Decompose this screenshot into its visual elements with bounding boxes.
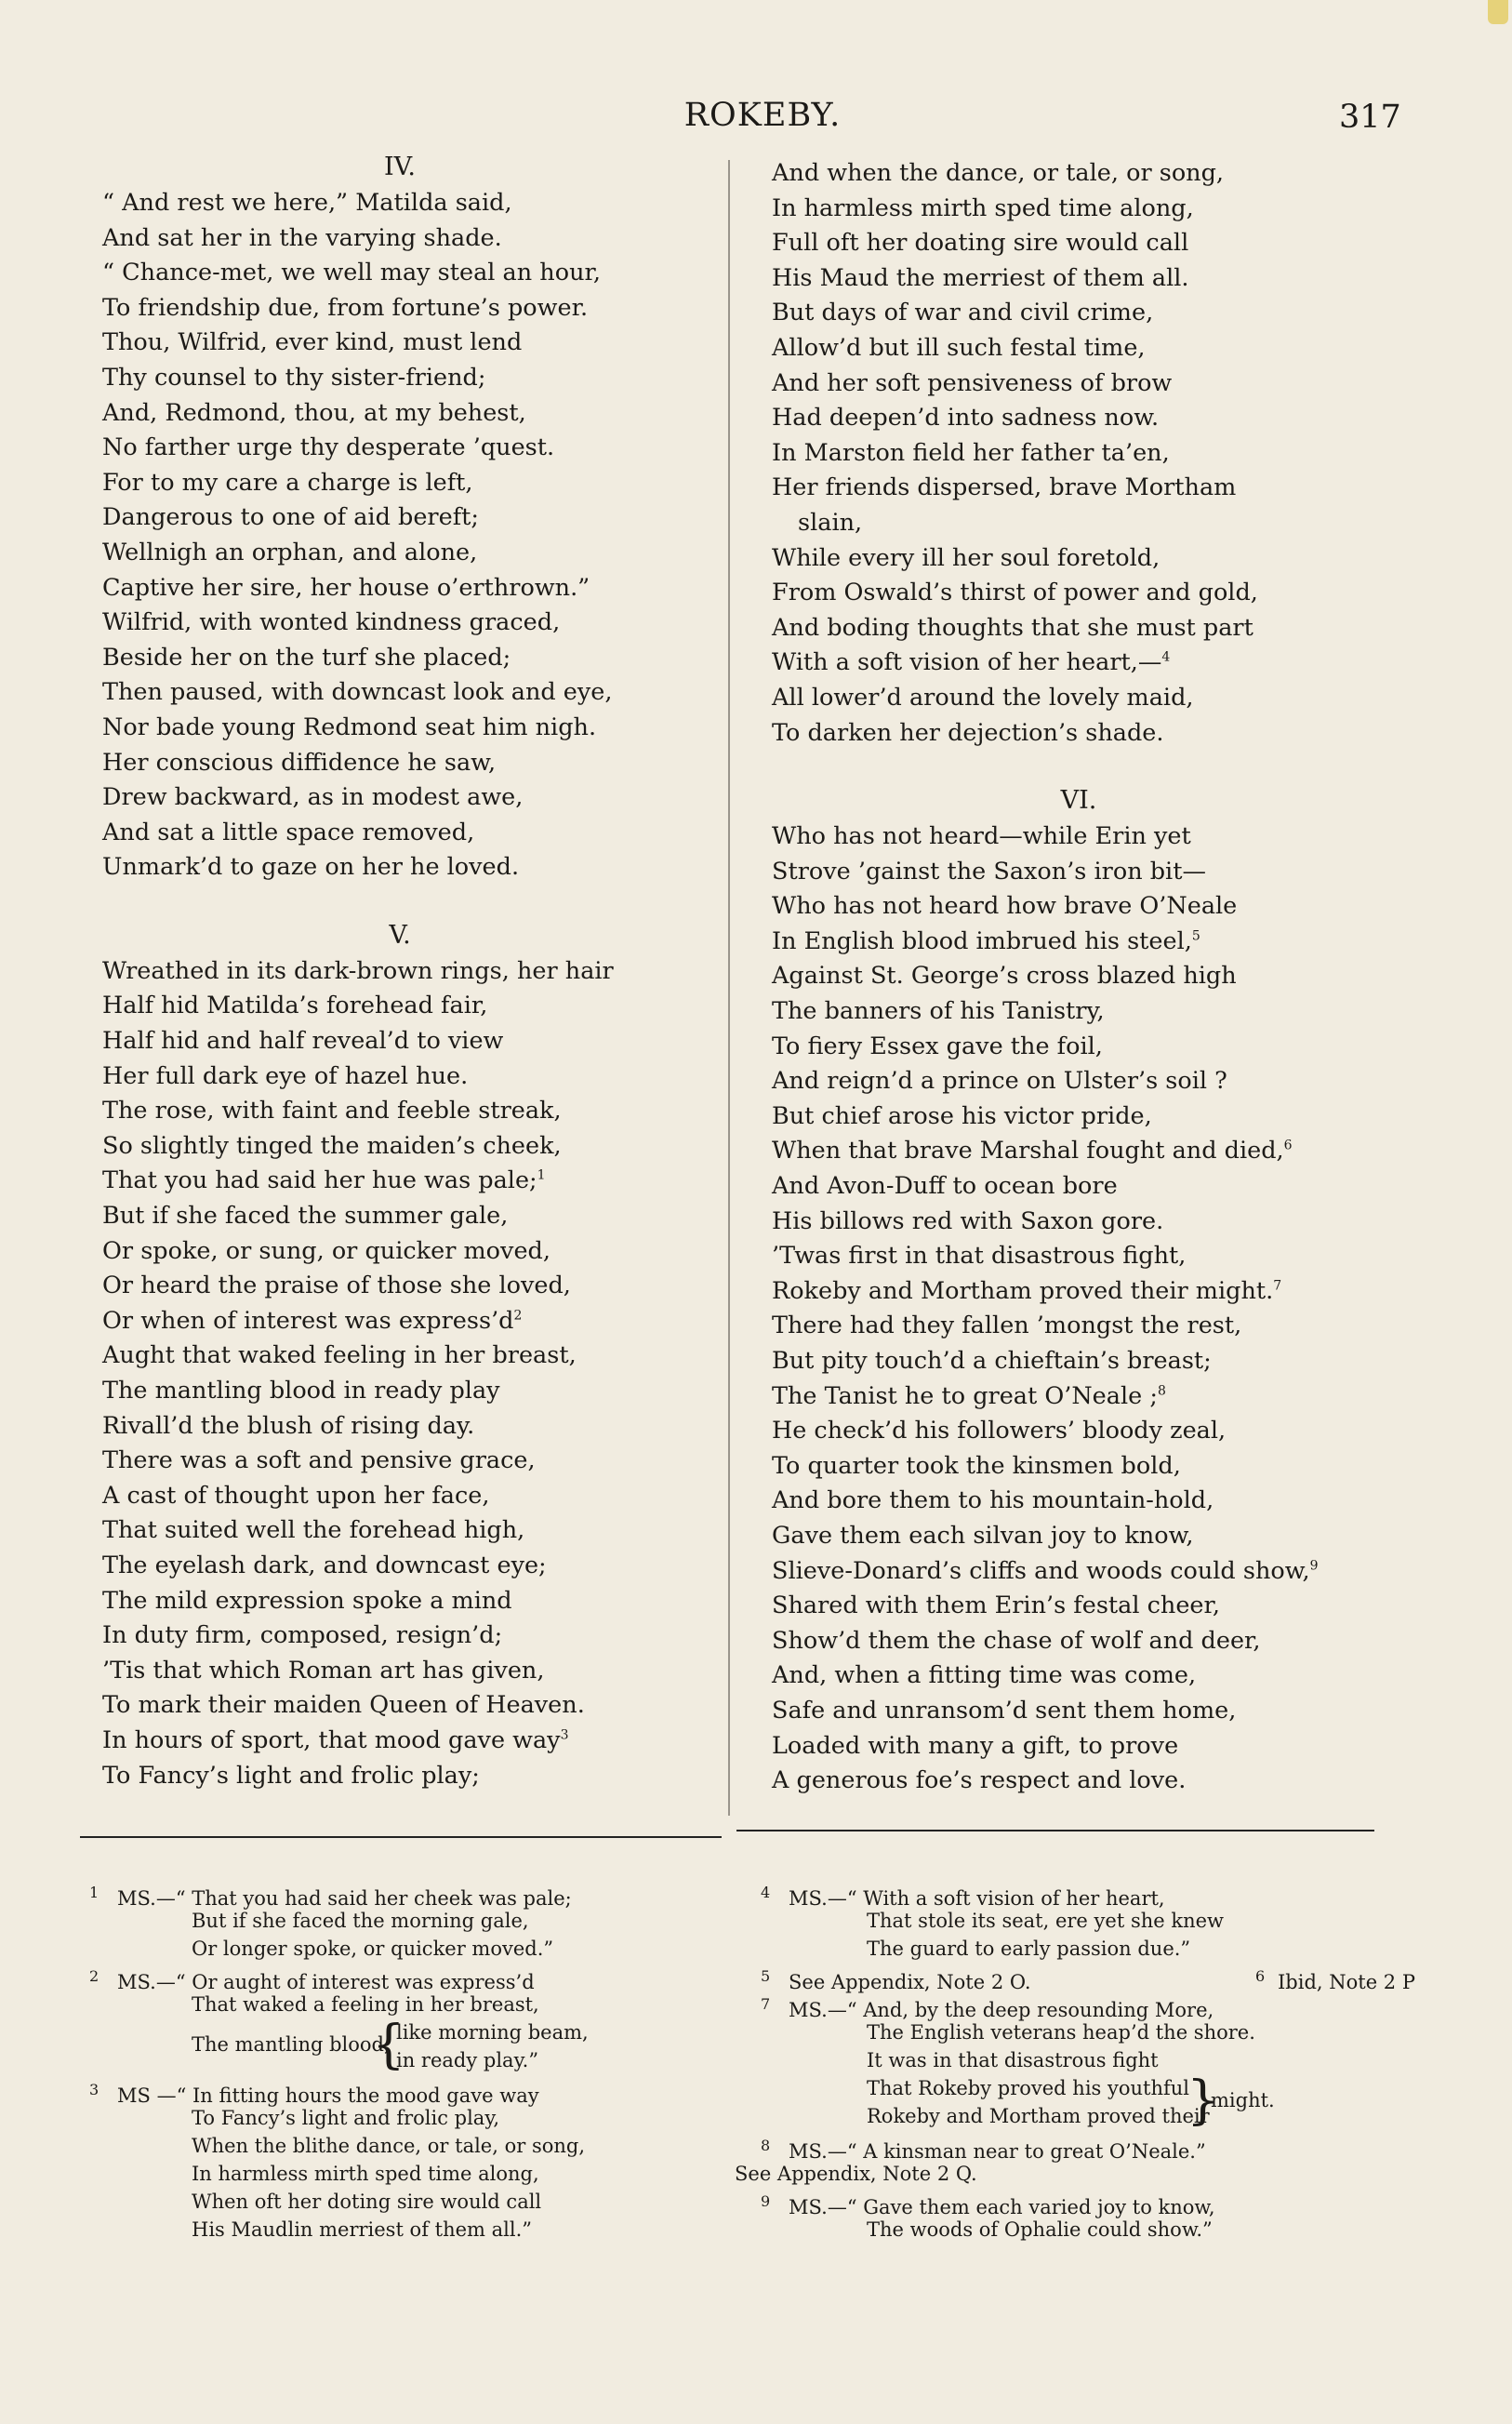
brace-line: That Rokeby proved his youthful	[867, 2077, 1189, 2099]
footnote-9	[735, 2188, 1386, 2244]
verse-line	[772, 261, 1386, 297]
footnote-text: But if she faced the morning gale,	[192, 1910, 529, 1932]
footnote-2	[89, 1963, 722, 2076]
verse-line	[772, 1379, 1386, 1415]
note-reference: 5	[1191, 928, 1200, 944]
verse-text: Shared with them Erin’s festal cheer,	[772, 1592, 1220, 1620]
verse-line	[102, 780, 697, 816]
verse-line	[102, 1094, 697, 1129]
verse-text: With a soft vision of her heart,—	[772, 648, 1162, 677]
verse-text: He check’d his followers’ bloody zeal,	[772, 1417, 1227, 1445]
verse-text: slain,	[798, 508, 863, 537]
verse-line	[772, 1274, 1386, 1310]
note-reference: 3	[560, 1727, 569, 1743]
note-reference: 7	[1273, 1278, 1282, 1294]
verse-line	[772, 994, 1386, 1030]
verse-line	[102, 606, 697, 641]
verse-line	[772, 1519, 1386, 1554]
footnote-1	[89, 1879, 722, 1963]
footnote-text: When oft her doting sire would call	[192, 2191, 542, 2213]
verse-text: But pity touch’d a chieftain’s breast;	[772, 1347, 1212, 1375]
verse-line	[102, 326, 697, 361]
stanza-v-continued	[772, 156, 1386, 751]
verse-text: Had deepen’d into sadness now.	[772, 404, 1160, 433]
verse-text: Wilfrid, with wonted kindness graced,	[102, 608, 561, 637]
verse-line	[772, 925, 1386, 960]
verse-text: His billows red with Saxon gore.	[772, 1206, 1164, 1235]
stanza-v	[102, 954, 697, 1793]
note-reference: 8	[1157, 1383, 1166, 1399]
verse-text: Slieve-Donard’s cliffs and woods could show,	[772, 1556, 1310, 1585]
verse-line	[772, 889, 1386, 925]
verse-text: A generous foe’s respect and love.	[772, 1766, 1187, 1795]
verse-line	[102, 989, 697, 1024]
page-edge-mark	[1488, 0, 1508, 24]
verse-text: And her soft pensiveness of brow	[772, 368, 1173, 397]
footnote-7	[735, 1991, 1386, 2132]
verse-text: In hours of sport, that mood gave way	[102, 1725, 561, 1754]
verse-text: Captive her sire, her house o’erthrown.”	[102, 573, 590, 602]
verse-text: Nor bade young Redmond seat him nigh.	[102, 713, 597, 741]
verse-line	[772, 1205, 1386, 1240]
verse-line	[102, 536, 697, 571]
verse-line	[102, 1374, 697, 1409]
verse-line	[772, 1729, 1386, 1765]
verse-line	[772, 1134, 1386, 1169]
footnote-text: That waked a feeling in her breast,	[192, 1993, 539, 2016]
verse-line	[102, 954, 697, 990]
verse-text: The eyelash dark, and downcast eye;	[102, 1551, 547, 1579]
verse-text: Rivall’d the blush of rising day.	[102, 1411, 475, 1440]
footnote-text: It was in that disastrous fight	[867, 2049, 1159, 2071]
footnote-text: MS.—“ Gave them each varied joy to know,	[789, 2196, 1215, 2218]
verse-text: The rose, with faint and feeble streak,	[102, 1097, 562, 1125]
verse-line	[102, 746, 697, 781]
stanza-vi	[772, 819, 1386, 1799]
verse-line	[102, 1513, 697, 1549]
footnote-mark: 7	[761, 1995, 771, 2013]
verse-line	[772, 331, 1386, 366]
verse-text: “ And rest we here,” Matilda said,	[102, 189, 512, 217]
verse-text: The banners of his Tanistry,	[772, 997, 1105, 1026]
verse-text: So slightly tinged the maiden’s cheek,	[102, 1131, 562, 1160]
verse-line	[102, 641, 697, 676]
verse-text: Show’d them the chase of wolf and deer,	[772, 1626, 1261, 1655]
verse-text: Dangerous to one of aid bereft;	[102, 503, 479, 532]
footnote-text: MS.—“ Or aught of interest was express’d	[117, 1971, 535, 1993]
verse-text: ’Twas first in that disastrous fight,	[772, 1242, 1187, 1271]
verse-line	[772, 471, 1386, 506]
stanza-heading-vi: VI.	[1060, 786, 1097, 816]
verse-text: In harmless mirth sped time along,	[772, 193, 1194, 222]
verse-line	[772, 1169, 1386, 1205]
verse-text: In duty firm, composed, resign’d;	[102, 1621, 503, 1650]
verse-text: Against St. George’s cross blazed high	[772, 962, 1237, 991]
verse-text: When that brave Marshal fought and died,	[772, 1137, 1284, 1165]
verse-text: To mark their maiden Queen of Heaven.	[102, 1691, 585, 1720]
brace-option: like morning beam,	[396, 2021, 589, 2044]
verse-line	[772, 959, 1386, 994]
verse-text: Unmark’d to gaze on her he loved.	[102, 853, 520, 882]
verse-text: But if she faced the summer gale,	[102, 1202, 509, 1231]
verse-text: Aught that waked feeling in her breast,	[102, 1341, 577, 1370]
verse-line	[102, 1479, 697, 1514]
verse-line	[772, 366, 1386, 402]
brace-label: The mantling blood,	[192, 2033, 391, 2056]
footnote-text: The guard to early passion due.”	[867, 1938, 1191, 1960]
verse-line	[772, 1554, 1386, 1590]
verse-line	[102, 1549, 697, 1584]
verse-text: Thou, Wilfrid, ever kind, must lend	[102, 328, 523, 357]
verse-line	[772, 1694, 1386, 1729]
note-reference: 9	[1309, 1558, 1319, 1574]
footnote-brace-variant	[89, 2015, 722, 2076]
verse-line	[102, 431, 697, 466]
verse-text: A cast of thought upon her face,	[102, 1481, 490, 1510]
verse-line	[772, 1239, 1386, 1274]
see-appendix-note: See Appendix, Note 2 Q.	[735, 2163, 977, 2185]
verse-text: And boding thoughts that she must part	[772, 613, 1253, 642]
verse-text: To fiery Essex gave the foil,	[772, 1032, 1103, 1060]
verse-line	[102, 1164, 697, 1199]
verse-line	[772, 1030, 1386, 1065]
verse-text: And sat a little space removed,	[102, 818, 475, 846]
footnote-text: Ibid, Note 2 P	[1278, 1971, 1415, 1993]
verse-line	[772, 576, 1386, 611]
note-reference: 6	[1283, 1138, 1293, 1153]
verse-text: In English blood imbrued his steel,	[772, 926, 1192, 955]
verse-line	[772, 1624, 1386, 1659]
left-column	[102, 149, 697, 1793]
verse-text: Beside her on the turf she placed;	[102, 643, 511, 672]
verse-text: Gave them each silvan joy to know,	[772, 1521, 1194, 1550]
footnote-mark: 9	[761, 2192, 771, 2210]
verse-line	[102, 256, 697, 291]
verse-line	[102, 221, 697, 257]
footnote-text: MS —“ In fitting hours the mood gave way	[117, 2084, 539, 2107]
verse-text: That you had said her hue was pale;	[102, 1166, 537, 1195]
verse-line	[772, 1414, 1386, 1449]
verse-line	[772, 541, 1386, 577]
note-reference: 4	[1161, 649, 1171, 665]
verse-line	[772, 1589, 1386, 1624]
verse-line	[102, 571, 697, 606]
verse-line	[772, 506, 1386, 541]
verse-text: To Fancy’s light and frolic play;	[102, 1761, 480, 1790]
verse-line	[102, 1584, 697, 1619]
verse-text: To friendship due, from fortune’s power.	[102, 293, 589, 322]
verse-line	[102, 1024, 697, 1059]
footnote-mark: 2	[89, 1967, 99, 1985]
footnote-text: His Maudlin merriest of them all.”	[192, 2218, 532, 2241]
verse-line	[772, 1764, 1386, 1799]
footnote-text: MS.—“ That you had said her cheek was pale;	[117, 1887, 572, 1910]
verse-line	[102, 816, 697, 851]
verse-text: And reign’d a prince on Ulster’s soil ?	[772, 1067, 1227, 1096]
verse-text: ’Tis that which Roman art has given,	[102, 1656, 545, 1685]
verse-line	[102, 1688, 697, 1724]
verse-text: There was a soft and pensive grace,	[102, 1446, 536, 1475]
footnote-brace-variant	[735, 2071, 1386, 2132]
verse-line	[102, 1618, 697, 1654]
verse-line	[102, 291, 697, 326]
verse-line	[102, 361, 697, 396]
brace-glyph: }	[1187, 2071, 1220, 2131]
verse-text: Half hid Matilda’s forehead fair,	[102, 992, 488, 1020]
footnote-mark: 1	[89, 1884, 99, 1901]
verse-line	[772, 1658, 1386, 1694]
verse-line	[102, 1339, 697, 1374]
footnotes-left	[89, 1879, 722, 2244]
footnote-3	[89, 2076, 722, 2244]
running-title: ROKEBY.	[683, 97, 842, 134]
verse-line	[772, 436, 1386, 472]
footnote-mark: 3	[89, 2081, 99, 2098]
verse-text: Wreathed in its dark-brown rings, her hair	[102, 956, 614, 985]
brace-glyph: {	[372, 2015, 405, 2075]
brace-line: Rokeby and Mortham proved their	[867, 2105, 1210, 2127]
verse-text: While every ill her soul foretold,	[772, 543, 1161, 572]
note-reference: 2	[513, 1308, 523, 1324]
verse-line	[102, 500, 697, 536]
verse-line	[102, 1409, 697, 1445]
stanza-heading-iv: IV.	[383, 153, 417, 181]
verse-text: For to my care a charge is left,	[102, 468, 473, 497]
verse-text: Wellnigh an orphan, and alone,	[102, 538, 478, 566]
footnote-text: MS.—“ A kinsman near to great O’Neale.”	[789, 2140, 1206, 2163]
verse-text: But days of war and civil crime,	[772, 299, 1154, 327]
footnote-rule-right	[736, 1830, 1374, 1831]
verse-text: And when the dance, or tale, or song,	[772, 159, 1225, 187]
verse-text: Safe and unransom’d sent them home,	[772, 1696, 1237, 1725]
footnote-5-6-row	[735, 1963, 1415, 1993]
verse-text: Or heard the praise of those she loved,	[102, 1272, 571, 1300]
verse-line	[102, 1759, 697, 1794]
footnote-mark: 8	[761, 2137, 771, 2154]
verse-text: Who has not heard how brave O’Neale	[772, 892, 1238, 921]
verse-line	[772, 646, 1386, 681]
verse-line	[772, 226, 1386, 261]
verse-line	[102, 711, 697, 746]
footnote-text: To Fancy’s light and frolic play,	[192, 2107, 500, 2129]
stanza-iv	[102, 186, 697, 886]
footnote-text: Or longer spoke, or quicker moved.”	[192, 1938, 554, 1960]
verse-text: Full oft her doating sire would call	[772, 229, 1189, 258]
verse-text: Half hid and half reveal’d to view	[102, 1027, 504, 1056]
verse-text: That suited well the forehead high,	[102, 1516, 525, 1545]
verse-line	[772, 1309, 1386, 1344]
verse-text: Thy counsel to thy sister-friend;	[102, 363, 486, 392]
verse-line	[102, 186, 697, 221]
verse-line	[772, 401, 1386, 436]
verse-text: Her full dark eye of hazel hue.	[102, 1061, 469, 1090]
verse-text: All lower’d around the lovely maid,	[772, 683, 1194, 712]
verse-text: Her friends dispersed, brave Mortham	[772, 473, 1237, 502]
verse-text: Rokeby and Mortham proved their might.	[772, 1276, 1274, 1305]
verse-text: And bore them to his mountain-hold,	[772, 1486, 1214, 1515]
verse-line	[102, 396, 697, 432]
verse-line	[772, 716, 1386, 752]
verse-text: Loaded with many a gift, to prove	[772, 1731, 1179, 1760]
footnote-mark: 6	[1255, 1967, 1266, 1985]
verse-text: And, when a fitting time was come,	[772, 1661, 1197, 1690]
verse-line	[772, 1099, 1386, 1135]
verse-line	[102, 1234, 697, 1270]
brace-word: might.	[1211, 2089, 1275, 2111]
footnote-text: When the blithe dance, or tale, or song,	[192, 2135, 586, 2157]
column-divider	[728, 160, 730, 1816]
verse-text: In Marston field her father ta’en,	[772, 438, 1170, 467]
verse-text: And sat her in the varying shade.	[102, 223, 502, 252]
verse-text: But chief arose his victor pride,	[772, 1101, 1152, 1130]
verse-text: Allow’d but ill such festal time,	[772, 333, 1146, 362]
brace-option: in ready play.”	[396, 2049, 539, 2071]
footnote-8	[735, 2132, 1386, 2163]
verse-line	[772, 681, 1386, 716]
footnote-text: MS.—“ With a soft vision of her heart,	[789, 1887, 1165, 1910]
verse-text: Her conscious diffidence he saw,	[102, 748, 497, 777]
verse-text: The mantling blood in ready play	[102, 1377, 500, 1405]
verse-text: The Tanist he to great O’Neale ;	[772, 1381, 1158, 1410]
footnote-text: In harmless mirth sped time along,	[192, 2163, 539, 2185]
footnote-mark: 5	[761, 1967, 771, 1985]
verse-line	[102, 1724, 697, 1759]
note-reference: 1	[537, 1167, 546, 1183]
verse-line	[102, 1304, 697, 1339]
verse-text: From Oswald’s thirst of power and gold,	[772, 579, 1258, 607]
verse-line	[772, 819, 1386, 855]
verse-line	[772, 855, 1386, 890]
verse-text: Who has not heard—while Erin yet	[772, 822, 1191, 851]
page-number: 317	[1339, 99, 1401, 136]
verse-text: “ Chance-met, we well may steal an hour,	[102, 259, 601, 287]
verse-text: Strove ’gainst the Saxon’s iron bit—	[772, 857, 1206, 886]
verse-line	[772, 156, 1386, 192]
footnotes-right	[735, 1879, 1415, 2244]
verse-text: And Avon-Duff to ocean bore	[772, 1172, 1118, 1201]
verse-text: No farther urge thy desperate ’quest.	[102, 433, 555, 462]
right-column	[772, 156, 1386, 1799]
verse-text: Or when of interest was express’d	[102, 1306, 514, 1335]
verse-line	[102, 1269, 697, 1304]
verse-text: Then paused, with downcast look and eye,	[102, 678, 613, 707]
verse-line	[772, 1344, 1386, 1379]
footnote-4	[735, 1879, 1386, 1963]
verse-text: To darken her dejection’s shade.	[772, 718, 1164, 747]
verse-line	[772, 1449, 1386, 1485]
verse-line	[102, 466, 697, 501]
verse-text: To quarter took the kinsmen bold,	[772, 1451, 1181, 1480]
verse-line	[102, 1654, 697, 1689]
verse-text: His Maud the merriest of them all.	[772, 263, 1189, 292]
verse-line	[102, 675, 697, 711]
verse-line	[772, 296, 1386, 331]
stanza-heading-v: V.	[389, 920, 411, 950]
verse-text: Drew backward, as in modest awe,	[102, 783, 524, 812]
verse-line	[102, 1444, 697, 1479]
footnote-text: The woods of Ophalie could show.”	[867, 2218, 1213, 2241]
verse-line	[772, 611, 1386, 646]
footnote-text: That stole its seat, ere yet she knew	[867, 1910, 1224, 1932]
verse-line	[772, 1064, 1386, 1099]
verse-text: The mild expression spoke a mind	[102, 1586, 512, 1615]
verse-text: Or spoke, or sung, or quicker moved,	[102, 1236, 550, 1265]
verse-line	[102, 1129, 697, 1165]
verse-line	[102, 850, 697, 886]
running-head	[0, 97, 1512, 143]
verse-text: There had they fallen ’mongst the rest,	[772, 1312, 1242, 1340]
footnote-text: MS.—“ And, by the deep resounding More,	[789, 1999, 1214, 2021]
verse-text: And, Redmond, thou, at my behest,	[102, 398, 526, 427]
verse-line	[102, 1199, 697, 1234]
footnote-text: The English veterans heap’d the shore.	[867, 2021, 1255, 2044]
verse-line	[772, 1484, 1386, 1519]
verse-line	[102, 1059, 697, 1095]
footnote-mark: 4	[761, 1884, 771, 1901]
footnote-text: See Appendix, Note 2 O.	[789, 1971, 1031, 1993]
verse-line	[772, 192, 1386, 227]
footnote-rule-left	[80, 1836, 722, 1838]
